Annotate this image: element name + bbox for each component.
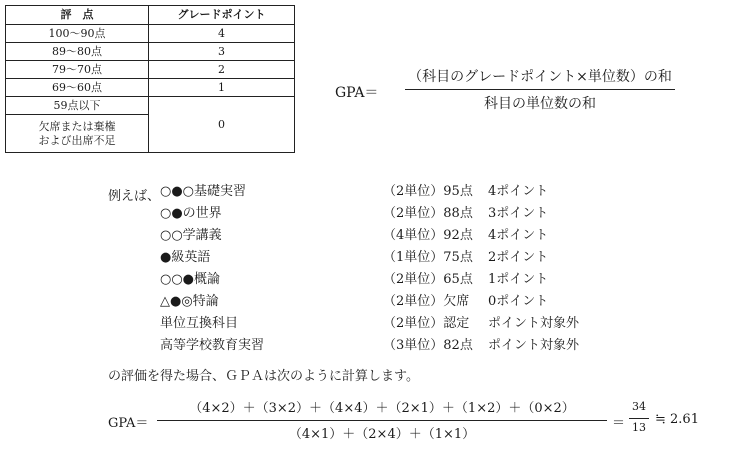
example-subject: △●◎特論: [160, 294, 219, 309]
point-cell: 2: [149, 61, 295, 79]
result-approx-value: ≒ 2.61: [655, 412, 699, 427]
calculation-denominator: （4×1）＋（2×4）＋（1×1）: [288, 427, 476, 442]
gpa-formula-fraction-bar: [405, 89, 675, 90]
score-cell-below-59: 59点以下: [6, 97, 149, 115]
table-header-row: [6, 6, 295, 25]
score-cell: 69〜60点: [6, 79, 149, 97]
example-units-score: （2単位）95点: [383, 184, 473, 199]
example-grade-point: 4ポイント: [488, 228, 549, 243]
example-row: [160, 225, 620, 247]
absent-line-2: および出席不足: [38, 133, 116, 147]
score-cell: 79〜70点: [6, 61, 149, 79]
example-grade-point: 2ポイント: [488, 250, 549, 265]
example-intro: 例えば、: [108, 189, 161, 204]
calculation-fraction-bar: [157, 420, 607, 421]
example-grade-point: ポイント対象外: [488, 338, 580, 353]
header-score: 評 点: [6, 6, 149, 25]
example-row: [160, 335, 620, 357]
example-row: [160, 247, 620, 269]
result-fraction-denominator: 13: [632, 421, 646, 434]
table-row: [6, 25, 295, 43]
point-cell: 1: [149, 79, 295, 97]
calculation-numerator: （4×2）＋（3×2）＋（4×4）＋（2×1）＋（1×2）＋（0×2）: [189, 401, 575, 416]
calculation-equals: ＝: [612, 416, 626, 431]
example-grade-point: 4ポイント: [488, 184, 549, 199]
example-row: [160, 291, 620, 313]
example-row: [160, 269, 620, 291]
table-row: [6, 97, 295, 115]
example-row: [160, 313, 620, 335]
score-cell: 89〜80点: [6, 43, 149, 61]
gpa-formula-numerator: （科目のグレードポイント×単位数）の和: [408, 69, 672, 85]
example-subject: 高等学校教育実習: [160, 338, 265, 353]
example-subject: ○●の世界: [160, 206, 222, 221]
point-cell: 4: [149, 25, 295, 43]
example-subject: ●級英語: [160, 250, 211, 265]
example-subject: ○●○基礎実習: [160, 184, 247, 199]
point-cell-zero: 0: [149, 97, 295, 153]
score-cell-absent: [6, 115, 149, 153]
table-row: [6, 79, 295, 97]
example-units-score: （2単位）88点: [383, 206, 473, 221]
example-units-score: （4単位）92点: [383, 228, 473, 243]
table-row: [6, 43, 295, 61]
gpa-formula-label: GPA＝: [335, 85, 379, 101]
example-grade-point: 0ポイント: [488, 294, 549, 309]
score-cell: 100〜90点: [6, 25, 149, 43]
example-row: [160, 181, 620, 203]
example-grade-point: 3ポイント: [488, 206, 549, 221]
header-grade-point: グレードポイント: [149, 6, 295, 25]
table-row: [6, 61, 295, 79]
example-units-score: （2単位）65点: [383, 272, 473, 287]
example-units-score: （2単位）欠席: [383, 294, 470, 309]
absent-line-1: 欠席または棄権: [38, 119, 116, 133]
calculation-label: GPA＝: [108, 416, 149, 431]
example-subject: ○○●概論: [160, 272, 221, 287]
example-subject: 単位互換科目: [160, 316, 239, 331]
point-cell: 3: [149, 43, 295, 61]
example-units-score: （1単位）75点: [383, 250, 473, 265]
example-grade-point: ポイント対象外: [488, 316, 580, 331]
example-grade-point: 1ポイント: [488, 272, 549, 287]
example-subject: ○○学講義: [160, 228, 222, 243]
example-units-score: （2単位）認定: [383, 316, 470, 331]
example-row: [160, 203, 620, 225]
result-fraction-bar: [629, 418, 649, 419]
grade-point-table: [5, 5, 295, 153]
example-units-score: （3単位）82点: [383, 338, 473, 353]
result-fraction-numerator: 34: [632, 400, 646, 413]
example-summary: の評価を得た場合、ＧＰＡは次のように計算します。: [108, 369, 419, 384]
gpa-formula-denominator: 科目の単位数の和: [484, 96, 596, 112]
